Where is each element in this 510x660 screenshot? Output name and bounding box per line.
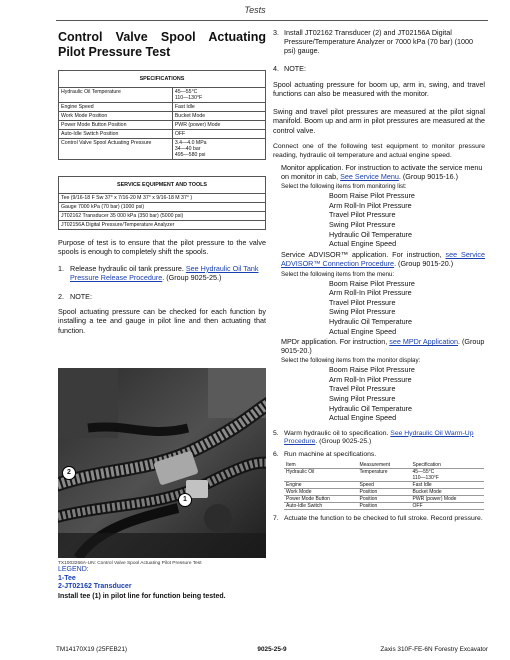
mpdr-option <box>281 337 485 423</box>
spec-row <box>59 112 266 121</box>
figure-legend <box>58 561 266 601</box>
header-rule <box>56 20 488 21</box>
spec-item: Work Mode Position <box>59 112 173 121</box>
select-monitoring-list: Select the following items from monitoring list: <box>281 183 407 191</box>
spec-item: Engine Speed <box>59 103 173 112</box>
monitor-list-item: Hydraulic Oil Temperature <box>329 316 412 326</box>
monitor-list-item: Swing Pilot Pressure <box>329 307 396 317</box>
tool-row <box>59 221 266 230</box>
service-menu-link[interactable]: See Service Menu <box>340 172 399 182</box>
advisor-text: Service ADVISOR™ application. For instruction, <box>281 249 442 259</box>
monitor-list-item: Boom Raise Pilot Pressure <box>329 191 415 201</box>
note-monitor-measurable: Spool actuating pressure for boom up, arm in, swing, and travel functions can also be measured with the monitor. <box>273 80 485 99</box>
monitor-list-item: Hydraulic Oil Temperature <box>329 403 412 413</box>
measurement-cell: Engine <box>284 481 357 488</box>
mpdr-link[interactable]: see MPDr Application <box>389 337 458 347</box>
select-display-items: Select the following items from the monitor display: <box>281 357 421 365</box>
step-3-number: 3. <box>273 28 279 37</box>
spec-row <box>59 121 266 130</box>
step-2-text: Spool actuating pressure can be checked for each function by installing a tee and gauge in pilot line and then actuating that function. <box>58 306 266 335</box>
measurement-row <box>284 502 484 509</box>
install-tee-note: Install tee (1) in pilot line for function being tested. <box>58 592 226 600</box>
spec-item: Control Valve Spool Actuating Pressure <box>59 139 173 160</box>
footer-page-number: 9025-25-9 <box>257 646 287 653</box>
callout-1: 1 <box>178 493 192 507</box>
spec-heading: SPECIFICATIONS <box>59 71 266 88</box>
measurement-row <box>284 495 484 502</box>
photo-illustration <box>58 368 266 558</box>
step-5 <box>273 430 485 447</box>
measurement-cell: PWR (power) Mode <box>411 495 484 502</box>
service-advisor-link[interactable]: see Service ADVISOR™ Connection Procedure <box>281 249 485 269</box>
step-4 <box>273 64 485 73</box>
advisor-option <box>281 250 485 336</box>
monitor-list-item: Arm Roll-In Pilot Pressure <box>329 288 412 298</box>
legend-title: LEGEND: <box>58 566 89 573</box>
callout-2: 2 <box>62 466 76 480</box>
page-title: Control Valve Spool Actuating Pilot Pressure Test <box>58 30 266 59</box>
measurement-cell: 45—55°C 110—130°F <box>411 468 484 481</box>
monitor-list-item: Arm Roll-In Pilot Pressure <box>329 374 412 384</box>
mpdr-ref: . (Group 9015-20.) <box>281 337 485 356</box>
step-6 <box>273 450 485 459</box>
measurement-cell: Work Mode <box>284 488 357 495</box>
pilot-pressure-test-photo <box>58 368 266 558</box>
step-5-text: Warm hydraulic oil to specification. <box>284 429 389 437</box>
footer-doc-id: TM14170X19 (25FEB21) <box>56 646 128 653</box>
monitor-list-item: Actual Engine Speed <box>329 239 397 249</box>
measurement-cell: Position <box>357 495 410 502</box>
monitor-app-text: Monitor application. For instruction to activate the service menu on monitor in cab, <box>281 163 483 182</box>
tool-item: JT02162 Transducer 35 000 kPa (350 bar) (5000 psi) <box>59 212 266 221</box>
select-menu-items: Select the following items from the menu: <box>281 270 395 278</box>
step-4-note: NOTE: <box>284 64 306 73</box>
measurement-row <box>284 488 484 495</box>
legend-item-transducer: 2-JT02162 Transducer <box>58 583 132 590</box>
step-4-number: 4. <box>273 64 279 73</box>
measurement-cell: OFF <box>411 502 484 509</box>
measurement-cell: Fast Idle <box>411 481 484 488</box>
measurement-cell: Position <box>357 502 410 509</box>
monitor-list-item: Boom Raise Pilot Pressure <box>329 278 415 288</box>
monitor-app-ref: . (Group 9015-16.) <box>398 172 459 182</box>
spec-row <box>59 103 266 112</box>
step-2-note: NOTE: <box>70 291 92 301</box>
tool-row <box>59 194 266 203</box>
tool-item: Tee (9/16-18 F Sw 37° x 7/16-20 M 37° x 9/16-18 M 37° ) <box>59 194 266 203</box>
step-6-text: Run machine at specifications. <box>284 450 377 458</box>
footer-machine-name: Zaxis 310F-FE-6N Forestry Excavator <box>380 646 488 653</box>
spec-value: Bucket Mode <box>172 112 265 121</box>
left-column <box>58 28 266 335</box>
step-3-text: Install JT02162 Transducer (2) and JT02156A Digital Pressure/Temperature Analyzer or 7000 kPa (70 bar) (1000 psi) gauge. <box>284 28 473 55</box>
spec-value: Fast Idle <box>172 103 265 112</box>
spec-item: Hydraulic Oil Temperature <box>59 88 173 103</box>
step-1-text: Release hydraulic oil tank pressure. <box>70 263 184 273</box>
spec-item: Auto-Idle Switch Position <box>59 130 173 139</box>
measurement-header: Item <box>284 462 357 469</box>
measurement-cell: Temperature <box>357 468 410 481</box>
monitor-list-item: Travel Pilot Pressure <box>329 297 396 307</box>
step-6-number: 6. <box>273 450 279 458</box>
measurement-cell: Speed <box>357 481 410 488</box>
step-1-number: 1. <box>58 263 64 273</box>
spec-value: 3.4—4.0 MPa 34—40 bar 495—580 psi <box>172 139 265 160</box>
step-2-number: 2. <box>58 291 64 301</box>
page-header <box>0 0 510 22</box>
spec-item: Power Mode Button Position <box>59 121 173 130</box>
step-7-text: Actuate the function to be checked to full stroke. Record pressure. <box>284 514 483 522</box>
measurement-row <box>284 468 484 481</box>
spec-row <box>59 139 266 160</box>
photo-caption: TX1003266A-UN: Control Valve Spool Actuating Pilot Pressure Test <box>58 561 202 566</box>
monitoring-items-list <box>329 191 485 249</box>
measurement-cell: Hydraulic Oil <box>284 468 357 481</box>
measurement-table <box>284 462 484 510</box>
monitor-list-item: Travel Pilot Pressure <box>329 384 396 394</box>
monitor-list-item: Hydraulic Oil Temperature <box>329 229 412 239</box>
monitor-list-item: Swing Pilot Pressure <box>329 393 396 403</box>
step-1 <box>58 264 266 282</box>
measurement-cell: Power Mode Button <box>284 495 357 502</box>
measurement-header: Measurement <box>357 462 410 469</box>
step-7 <box>273 515 485 523</box>
tool-row <box>59 212 266 221</box>
tools-table <box>58 176 266 230</box>
connect-equipment-text: Connect one of the following test equipment to monitor pressure reading, hydraulic oil temperature and actual engine speed. <box>273 143 485 159</box>
section-title: Tests <box>244 5 266 15</box>
legend-item-tee: 1-Tee <box>58 574 76 582</box>
measurement-header: Specification <box>411 462 484 469</box>
step-7-number: 7. <box>273 514 279 522</box>
monitor-list-item: Swing Pilot Pressure <box>329 220 396 229</box>
oil-warm-up-link[interactable]: See Hydraulic Oil Warm-Up Procedure <box>284 429 474 446</box>
measurement-cell: Position <box>357 488 410 495</box>
note-measure-locations: Swing and travel pilot pressures are measured at the pilot signal manifold. Boom up and arm in pilot pressures are measured at the control valve. <box>273 106 485 135</box>
monitor-list-item: Arm Roll-In Pilot Pressure <box>329 200 412 210</box>
tool-item: JT02156A Digital Pressure/Temperature Analyzer <box>59 221 266 230</box>
spec-value: OFF <box>172 130 265 139</box>
tool-item: Gauge 7000 kPa (70 bar) (1000 psi) <box>59 203 266 212</box>
step-2 <box>58 292 266 301</box>
measurement-cell: Bucket Mode <box>411 488 484 495</box>
purpose-text: Purpose of test is to ensure that the pilot pressure to the valve spools is enough to completely shift the spools. <box>58 238 266 257</box>
measurement-cell: Auto-Idle Switch <box>284 502 357 509</box>
spec-row <box>59 130 266 139</box>
tool-row <box>59 203 266 212</box>
measurement-row <box>284 481 484 488</box>
monitor-list-item: Actual Engine Speed <box>329 413 397 423</box>
monitor-list-item: Boom Raise Pilot Pressure <box>329 365 415 375</box>
step-1-ref: . (Group 9025-25.) <box>162 272 222 282</box>
monitor-option <box>281 163 485 249</box>
spec-value: 45—55°C 110—130°F <box>172 88 265 103</box>
tank-pressure-release-link[interactable]: See Hydraulic Oil Tank Pressure Release Procedure <box>70 263 259 282</box>
mpdr-text: MPDr application. For instruction, <box>281 337 388 347</box>
right-column <box>273 28 485 523</box>
spec-value: PWR (power) Mode <box>172 121 265 130</box>
menu-items-list <box>329 279 485 337</box>
monitor-list-item: Actual Engine Speed <box>329 326 397 336</box>
display-items-list <box>329 365 485 423</box>
spec-row <box>59 88 266 103</box>
tools-heading: SERVICE EQUIPMENT AND TOOLS <box>59 177 266 194</box>
step-5-ref: . (Group 9025-25.) <box>315 438 372 446</box>
step-3 <box>273 28 485 55</box>
specifications-table <box>58 70 266 160</box>
monitor-list-item: Travel Pilot Pressure <box>329 210 396 220</box>
step-5-number: 5. <box>273 429 279 437</box>
advisor-ref: . (Group 9015-20.) <box>394 259 454 269</box>
